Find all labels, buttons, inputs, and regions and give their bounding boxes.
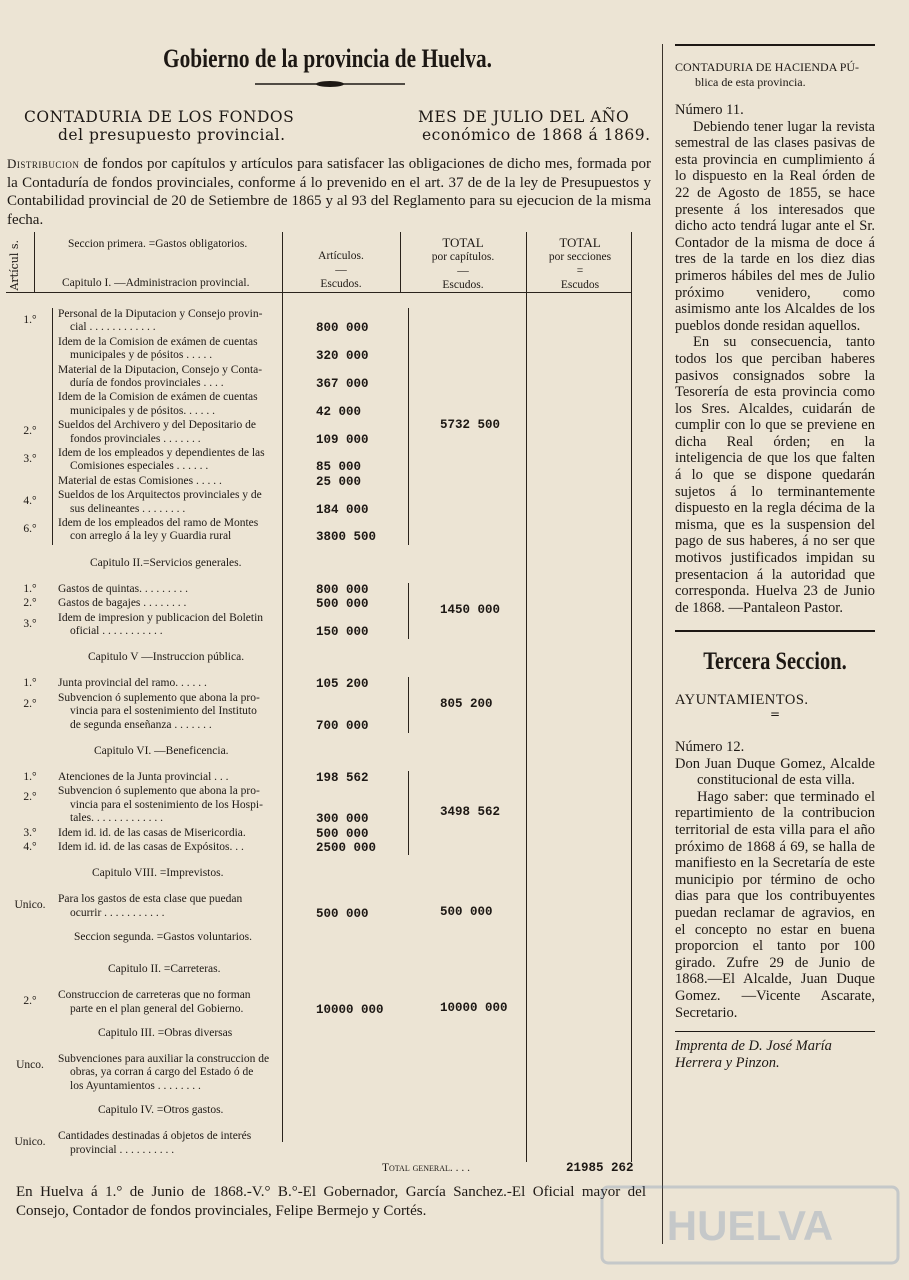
intro-paragraph: Distribucion de fondos por capítulos y artículos para satisfacer las obligaciones de dicho mes, formada por la Contaduría de fondos provinciales, conforme á lo prevenido en el art. 37 de de la ley de Presupuestos y Contabilidad provincial de 20 de Setiembre de 1865 y al 93 del Reglamento para su ejecucion de la misma fecha. — [7, 156, 651, 228]
cap6-row-value: 500 000 — [316, 826, 369, 841]
right-column: CONTADURIA DE HACIENDA PÚ- blica de esta provincia. Número 11. Debiendo tener lugar la revista semestral de las clases pasivas de esta provincia en cumplimiento á lo dispuesto en la Real órden de 22 de Agosto de 1855, se hace presente á los interesados que dicho acto tendrá lugar ante el Sr. Contador de la misma de doce á tres de la tarde en los diez dias primeros hábiles del mes de Julio próximo venidero, como asimismo ante los Alcaldes de los pueblos donde residan aquellos. En su consecuencia, tanto todos los que perciban haberes pasivos consignados sobre la Tesorería de esta provincia como los Sres. Alcaldes, cuidarán de cumplir con lo que se previene en dicha Real órden; en la inteligencia de que los que falten á lo que se dispone quedarán sujetos á lo terminantemente dispuesto en la regla décima de la misma, que es la suspension del pago de sus haberes, á no ser que motivos justificados impidan su presentacion á la autoridad que corresponda. Huelva 23 de Junio de 1868. —Pantaleon Pastor. Tercera Seccion. AYUNTAMIENTOS. = Número 12. Don Juan Duque Gomez, Alcalde constitucional de esta villa. Hago saber: que terminado el repartimiento de la contribucion territorial de esta villa para el año próximo de 1868 á 69, se halla de manifiesto en la Secretaría de este municipio por término de ocho dias para que los contribuyentes puedan reclamar de agravios, en el concepto no estar en buena proporcion el tanto por 100 girado. Zufre 29 de Junio de 1868.—El Alcalde, Juan Duque Gomez. —Vicente Ascarate, Secretario. Imprenta de D. José María Herrera y Pinzon. — [675, 60, 875, 1071]
right-top-rule — [675, 44, 875, 46]
cap1-row-value: 42 000 — [316, 404, 362, 419]
cap1-row-text: municipales y de pósitos. . . . . . — [70, 404, 216, 417]
header-right: MES DE JULIO DEL AÑO económico de 1868 á 1869. — [418, 108, 651, 144]
cap6-row-text: Atenciones de la Junta provincial . . . — [58, 771, 229, 783]
imprenta: Imprenta de D. José María Herrera y Pinzon. — [675, 1038, 832, 1071]
cap2-heading: Capitulo II.=Servicios generales. — [90, 556, 242, 569]
cap1-row-value: 320 000 — [316, 349, 369, 364]
art-header: Artícul s. — [8, 240, 21, 291]
cap5-row-text: Subvencion ó suplemento que abona la pro- — [58, 691, 260, 704]
cap5-row-value: 105 200 — [316, 677, 369, 692]
right-heading: CONTADURIA DE HACIENDA PÚ- blica de esta provincia. — [675, 60, 860, 89]
cap1-row-text: municipales y de pósitos . . . . . — [70, 349, 213, 362]
cap1-row-text: Personal de la Diputacion y Consejo provin- — [58, 308, 263, 320]
cap1-row-art: 1.° — [23, 314, 37, 326]
cap1-row-text: Idem de la Comision de exámen de cuentas — [58, 335, 258, 348]
right-body: Debiendo tener lugar la revista semestral de las clases pasivas de esta provincia en cumplimiento á lo dispuesto en la Real órden de 22 de Agosto de 1855, se hace presente á los interesados que dicho acto tendrá lugar ante el Sr. Contador de la misma de doce á tres de la tarde en los diez dias primeros hábiles del mes de Julio próximo venidero, como asimismo ante los Alcaldes de los pueblos donde residan aquellos. — [675, 118, 875, 334]
cap5-row-text: Junta provincial del ramo. . . . . . — [58, 677, 207, 690]
cap2-row-text: oficial . . . . . . . . . . . — [70, 625, 163, 637]
cap8-row-text: Para los gastos de esta clase que puedan — [58, 893, 243, 906]
col-total-sec: TOTAL por secciones = Escudos — [548, 235, 612, 291]
cap2-brace — [408, 583, 409, 640]
column-divider — [662, 44, 663, 1244]
cap2b-row-text: Construccion de carreteras que no forman — [58, 989, 251, 1002]
cap8-heading: Capitulo VIII. =Imprevistos. — [92, 867, 224, 880]
cap2b-row-text: parte en el plan general del Gobierno. — [70, 1002, 244, 1015]
cap1-row-text: Idem de los empleados y dependientes de las — [58, 447, 265, 459]
cap1-row-value: 3800 500 — [316, 530, 377, 545]
cap3b-row-text: Subvenciones para auxiliar la construccion de — [58, 1053, 270, 1065]
section-first: Seccion primera. =Gastos obligatorios. — [68, 238, 248, 250]
cap1-row-value: 184 000 — [316, 502, 369, 517]
cap1-row-text: Idem de la Comision de exámen de cuentas — [58, 391, 258, 404]
col-articulos: Artículos. — Escudos. — [318, 250, 364, 290]
header-left: CONTADURIA DE LOS FONDOS del presupuesto provincial. — [24, 108, 295, 144]
cap1-row-text: Material de la Diputacion, Consejo y Conta- — [58, 363, 263, 376]
cap5-row-art: 2.° — [23, 697, 37, 710]
cap2-row-art: 2.° — [23, 597, 37, 610]
total-general-value: 21985 262 — [566, 1161, 634, 1175]
cap1-row-art: 6.° — [23, 523, 37, 535]
right-body3: Don Juan Duque Gomez, Alcalde constitucional de esta villa. — [675, 755, 875, 789]
cap1-row-art: 3.° — [23, 453, 37, 465]
right-number: Número 11. — [675, 102, 744, 118]
title-ornament — [255, 80, 405, 88]
cap5-brace — [408, 677, 409, 733]
cap2-row-text: Gastos de quintas. . . . . . . . . — [58, 582, 189, 595]
col-total-cap: TOTAL por capítulos. — Escudos. — [431, 235, 495, 291]
cap2-row-art: 3.° — [23, 617, 37, 630]
cap1-row-value: 109 000 — [316, 432, 369, 447]
cap8-total: 500 000 — [440, 905, 493, 920]
cap2-row-value: 500 000 — [316, 597, 369, 612]
cap6-row-art: 4.° — [23, 841, 37, 853]
cap8-row-value: 500 000 — [316, 906, 369, 921]
cap5-heading: Capitulo V —Instruccion pública. — [88, 651, 245, 664]
page-title: Gobierno de la provincia de Huelva. — [163, 44, 492, 73]
cap6-row-text: Idem id. id. de las casas de Expósitos. . . — [58, 841, 244, 853]
cap1-row-text: cial . . . . . . . . . . . . — [70, 321, 156, 334]
cap6-row-value: 300 000 — [316, 812, 369, 827]
cap1-row-value: 800 000 — [316, 321, 369, 336]
section-second: Seccion segunda. =Gastos voluntarios. — [74, 931, 252, 944]
cap1-row-art: 4.° — [23, 495, 37, 508]
cap1-row-text: Comisiones especiales . . . . . . — [70, 460, 209, 473]
cap3b-heading: Capitulo III. =Obras diversas — [98, 1027, 233, 1039]
right-body4: Hago saber: que terminado el repartimiento de la contribucion territorial de esta villa para el año próximo de 1868 á 69, se halla de manifiesto en la Secretaría de este municipio por término de ocho dias para que los contribuyentes puedan reclamar de agravios, en el concepto no estar en buena proporcion el tanto por 100 girado. Zufre 29 de Junio de 1868.—El Alcalde, Juan Duque Gomez. —Vicente Ascarate, Secretario. — [675, 788, 875, 1021]
cap1-row-text: Sueldos del Archivero y del Depositario de — [58, 419, 257, 432]
cap1-bracket — [52, 308, 53, 545]
cap6-row-value: 198 562 — [316, 771, 369, 785]
cap4b-heading: Capitulo IV. =Otros gastos. — [98, 1104, 224, 1117]
cap6-row-art: 1.° — [23, 771, 37, 783]
cap6-row-art: 2.° — [23, 791, 37, 804]
right-rule — [675, 630, 875, 632]
cap2-row-value: 800 000 — [316, 582, 369, 597]
cap6-row-text: tales. . . . . . . . . . . . . — [70, 812, 163, 825]
cap1-total: 5732 500 — [440, 418, 501, 433]
cap2-row-value: 150 000 — [316, 625, 369, 639]
cap6-row-text: Subvencion ó suplemento que abona la pro- — [58, 785, 260, 798]
cap1-row-value: 367 000 — [316, 377, 369, 391]
cap4b-row-art: Unico. — [14, 1136, 46, 1149]
cap1-row-value: 85 000 — [316, 460, 362, 475]
cap2-total: 1450 000 — [440, 603, 501, 618]
cap6-heading: Capitulo VI. —Beneficencia. — [94, 745, 229, 757]
ayuntamientos-heading: AYUNTAMIENTOS. — [675, 692, 809, 709]
cap1-row-value: 25 000 — [316, 474, 362, 489]
cap1-brace — [408, 308, 409, 545]
library-stamp — [600, 1185, 900, 1265]
cap1-row-art: 2.° — [23, 425, 37, 438]
cap3b-row-art: Unco. — [16, 1059, 44, 1071]
cap6-brace — [408, 771, 409, 855]
cap3b-row-text: obras, ya corran á cargo del Estado ó de — [70, 1066, 254, 1079]
cap5-row-text: vincia para el sostenimiento del Instituto — [70, 705, 257, 718]
cap2-row-art: 1.° — [23, 582, 37, 595]
cap1-row-text: Material de estas Comisiones . . . . . — [58, 474, 222, 487]
cap4b-row-text: provincial . . . . . . . . . . — [70, 1143, 175, 1156]
cap1-row-text: Sueldos de los Arquitectos provinciales y de — [58, 489, 262, 502]
budget-table — [6, 232, 650, 1175]
cap6-row-art: 3.° — [23, 826, 37, 839]
cap1-row-text: sus delineantes . . . . . . . . — [70, 502, 186, 515]
right-number2: Número 12. — [675, 739, 745, 755]
cap2b-total: 10000 000 — [440, 1001, 508, 1015]
cap4b-row-text: Cantidades destinadas á objetos de interés — [58, 1130, 252, 1143]
cap1-heading: Capitulo I. —Administracion provincial. — [62, 277, 250, 289]
cap5-row-value: 700 000 — [316, 718, 369, 733]
stamp-text: HUELVA — [666, 1202, 834, 1249]
cap6-row-value: 2500 000 — [316, 841, 377, 855]
right-body2: En su consecuencia, tanto todos los que perciban haberes pasivos consignados sobre la Tesorería de esta provincia como los Sres. Alcaldes, cuidarán de cumplir con lo que se previene en dicha Real órden; en la inteligencia de que los que falten á lo que se dispone quedarán sujetos á lo terminantemente dispuesto en la regla décima de la misma, que es la suspension del pago de sus haberes, á no ser que motivos justificados impidan su presentacion á la autoridad que corresponda. Huelva 23 de Junio de 1868. —Pantaleon Pastor. — [675, 334, 875, 616]
cap8-row-text: ocurrir . . . . . . . . . . . — [70, 906, 165, 919]
cap2b-row-value: 10000 000 — [316, 1002, 384, 1017]
cap3b-row-text: los Ayuntamientos . . . . . . . . — [70, 1079, 201, 1092]
cap5-total: 805 200 — [440, 697, 493, 712]
footer-signature: En Huelva á 1.° de Junio de 1868.-V.° B.°-El Gobernador, García Sanchez.-El Oficial mayor del Consejo, Contador de fondos provinciales, Felipe Bermejo y Cortés. — [16, 1184, 646, 1219]
tercera-seccion-title: Tercera Seccion. — [703, 648, 847, 676]
cap5-row-text: de segunda enseñanza . . . . . . . — [70, 718, 212, 731]
cap2b-heading: Capitulo II. =Carreteras. — [108, 963, 221, 976]
cap1-row-text: Idem de los empleados del ramo de Montes — [58, 517, 259, 529]
cap2b-row-art: 2.° — [23, 995, 37, 1008]
cap6-row-text: Idem id. id. de las casas de Misericordia. — [58, 826, 246, 839]
total-general-label: Total general. . . . — [382, 1162, 471, 1174]
cap2-row-text: Gastos de bagajes . . . . . . . . — [58, 597, 187, 610]
cap2-row-text: Idem de impresion y publicacion del Boletin — [58, 611, 264, 624]
cap1-row-text: fondos provinciales . . . . . . . — [70, 432, 201, 445]
cap1-row-text: con arreglo á la ley y Guardia rural — [70, 530, 232, 543]
cap8-row-art: Unico. — [14, 899, 46, 912]
cap1-row-text: duría de fondos provinciales . . . . — [70, 377, 224, 389]
cap6-row-text: vincia para el sostenimiento de los Hospi- — [70, 798, 263, 811]
cap5-row-art: 1.° — [23, 677, 37, 690]
cap6-total: 3498 562 — [440, 805, 501, 820]
